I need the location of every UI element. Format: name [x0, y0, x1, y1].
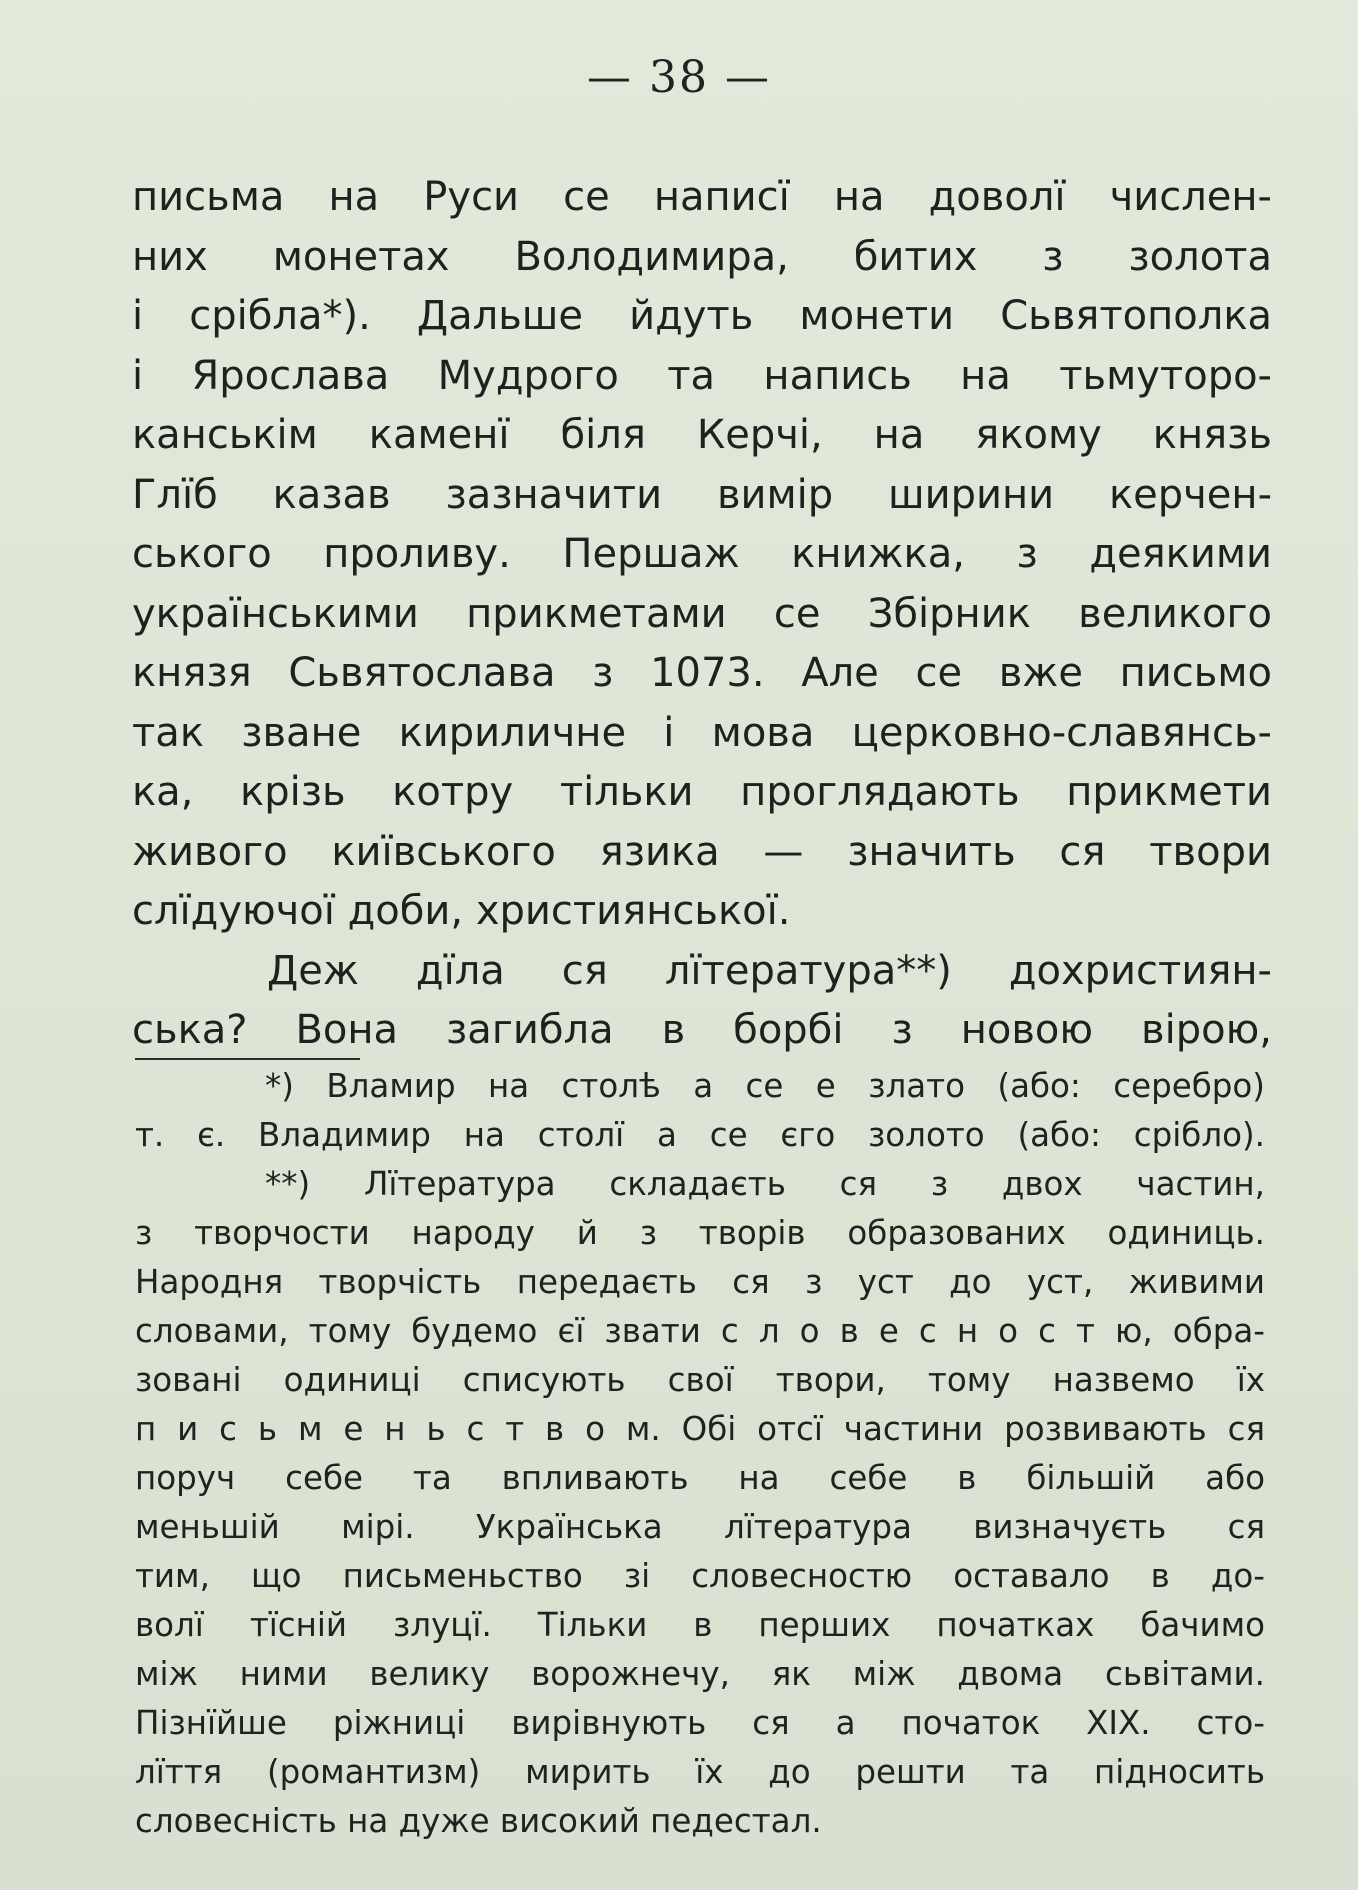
- paragraph-start-line: Деж дїла ся лїтература**) дохристиян-: [267, 947, 1272, 994]
- text-line: так зване кириличне і мова церковно-славянсь-: [132, 709, 1272, 756]
- text-line: канськім каменї біля Керчі, на якому князь: [132, 412, 1272, 458]
- text-line: ська? Вона загибла в борбі з новою вірою,: [132, 1007, 1272, 1053]
- footnote-line: волї тїсній злуцї. Тільки в перших початках бачимо: [135, 1606, 1265, 1644]
- footnote-line: *) Вламир на столѣ а се е злато (або: серебро): [265, 1067, 1265, 1105]
- footnote-line: тим, що письменьство зі словесностю оставало в до-: [135, 1557, 1265, 1595]
- footnote-line: п и с ь м е н ь с т в о м. Обі отсї частини розвивають ся: [135, 1410, 1265, 1448]
- text-line: українськими прикметами се Збірник великого: [132, 590, 1272, 637]
- text-line: і срібла*). Дальше йдуть монети Сьвятополка: [132, 293, 1272, 339]
- footnotes-block: [135, 1062, 1265, 1846]
- text-line: Глїб казав зазначити вимір ширини керчен-: [132, 471, 1272, 518]
- footnote-line: зовані одиниці списують свої твори, тому назвемо їх: [135, 1361, 1265, 1399]
- page-number: — 38 —: [587, 52, 771, 103]
- text-line: слїдуючої доби, християнської.: [132, 888, 791, 934]
- text-line: ка, крізь котру тільки проглядають прикмети: [132, 769, 1272, 815]
- text-line: і Ярослава Мудрого та напись на тьмутoро-: [132, 352, 1272, 399]
- footnote-line: словами, тому будемо єї звати с л о в е с н о с т ю, обра-: [135, 1312, 1265, 1350]
- footnote-line: з творчости народу й з творів образованих одиниць.: [135, 1214, 1265, 1252]
- footnote-line: Народня творчість передаєть ся з уст до уст, живими: [135, 1263, 1265, 1301]
- text-line: живого київського язика — значить ся твори: [132, 828, 1272, 875]
- footnote-line: **) Лїтература складаєть ся з двох частин,: [265, 1165, 1265, 1203]
- footnote-separator: [135, 1058, 360, 1060]
- footnote-line: словесність на дуже високий педестал.: [135, 1802, 822, 1840]
- footnote-line: Пізнїйше ріжниці вирівнують ся а початок XIX. сто-: [135, 1704, 1265, 1742]
- footnote-line: т. є. Владимир на столї а се єго золото (або: срібло).: [135, 1116, 1265, 1154]
- footnote-line: лїття (романтизм) мирить їх до решти та підносить: [135, 1753, 1265, 1791]
- text-line: них монетах Володимира, битих з золота: [132, 233, 1272, 280]
- text-line: ського проливу. Першаж книжка, з деякими: [132, 531, 1272, 577]
- text-line: князя Сьвятослава з 1073. Але се вже письмо: [132, 650, 1272, 696]
- main-text-block: [132, 168, 1272, 1061]
- footnote-line: поруч себе та впливають на себе в більшій або: [135, 1459, 1265, 1497]
- footnote-line: меньшій мірі. Українська лїтература визначуєть ся: [135, 1508, 1265, 1546]
- footnote-line: між ними велику ворожнечу, як між двома сьвітами.: [135, 1655, 1265, 1693]
- text-line: письма на Руси се написї на доволї числен-: [132, 174, 1272, 220]
